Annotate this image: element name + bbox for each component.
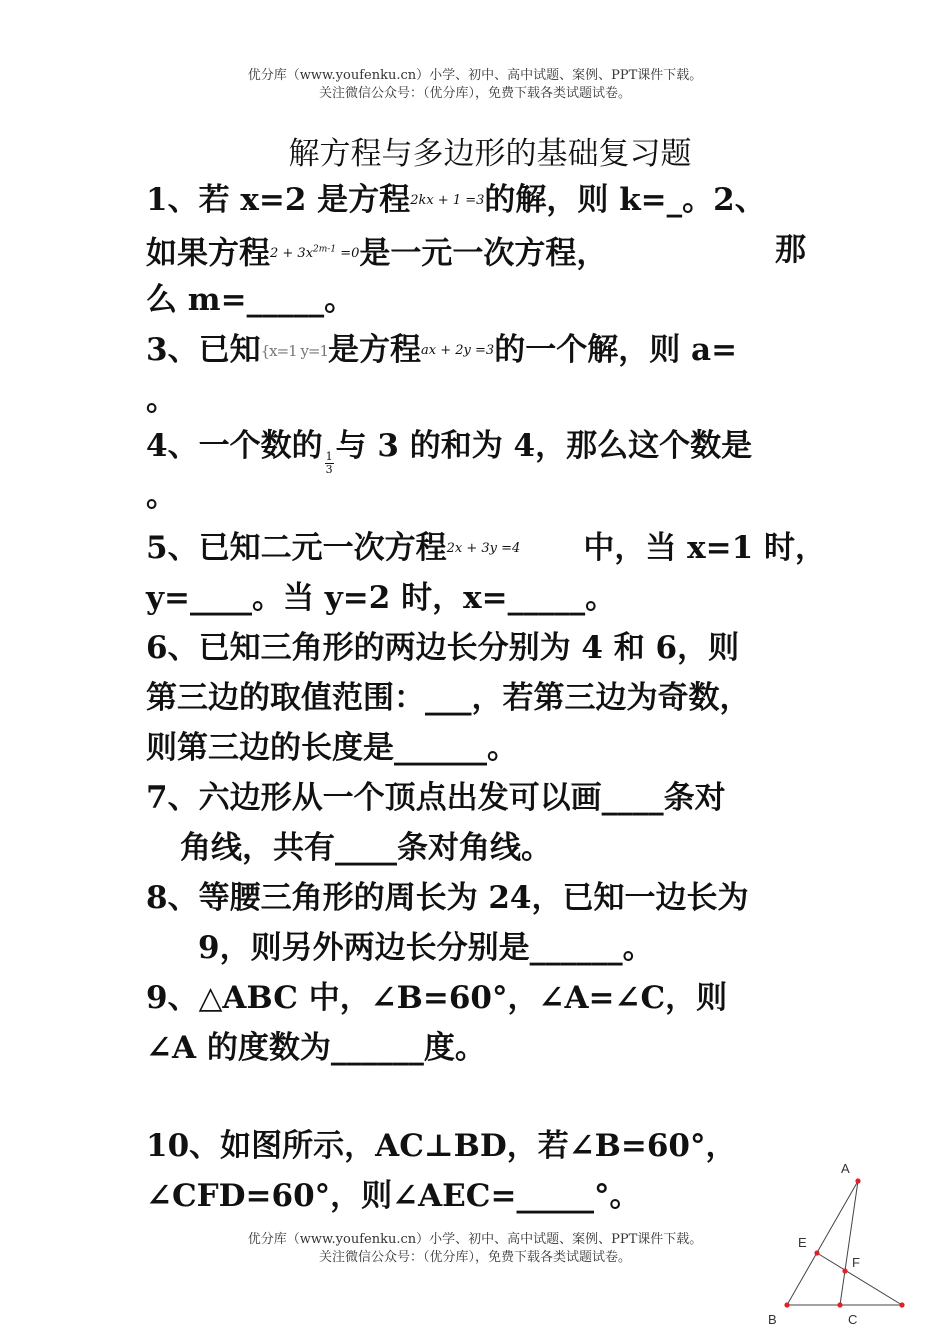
question-6-line-3: 则第三边的长度是______。 bbox=[146, 730, 518, 766]
q5-equation: 2x + 3y =4 bbox=[446, 541, 521, 556]
question-10-line-2: ∠CFD=60°，则∠AEC=_____°。 bbox=[146, 1178, 641, 1214]
point-c bbox=[837, 1302, 842, 1307]
label-a: A bbox=[841, 1161, 850, 1176]
q2-text-b: 是一元一次方程， bbox=[359, 235, 608, 272]
question-8-line-2: 9，则另外两边长分别是______。 bbox=[198, 930, 654, 966]
question-3-line-2: 。 bbox=[146, 382, 177, 418]
q3-text-a: 3、已知 bbox=[146, 332, 261, 368]
point-b bbox=[784, 1302, 789, 1307]
question-3-line-1 bbox=[146, 328, 737, 373]
question-6-line-1: 6、已知三角形的两边长分别为 4 和 6，则 bbox=[146, 630, 740, 666]
q3-text-c: 的一个解，则 a= bbox=[494, 332, 738, 368]
footer-line-2: 关注微信公众号：（优分库），免费下载各类试题试卷。 bbox=[318, 1250, 631, 1265]
question-9-line-2: ∠A 的度数为______度。 bbox=[146, 1030, 486, 1066]
q1-equation: 2kx + 1 =3 bbox=[410, 193, 485, 208]
q5-text-a: 5、已知二元一次方程 bbox=[146, 530, 447, 566]
point-d bbox=[899, 1302, 904, 1307]
label-b: B bbox=[768, 1312, 777, 1327]
question-4-line-1 bbox=[146, 424, 752, 476]
header-line-2: 关注微信公众号：（优分库），免费下载各类试题试卷。 bbox=[318, 86, 631, 101]
footer-line-1: 优分库（www.youfenku.cn）小学、初中、高中试题、案例、PPT课件下载。 bbox=[247, 1232, 703, 1247]
point-f bbox=[842, 1268, 847, 1273]
q3-equation: ax + 2y =3 bbox=[421, 343, 495, 358]
page-title: 解方程与多边形的基础复习题 bbox=[288, 136, 692, 172]
q4-text-b: 与 3 的和为 4，那么这个数是 bbox=[335, 428, 753, 464]
q3-equation-system: {x=1 y=1 bbox=[260, 342, 329, 360]
q3-text-b: 是方程 bbox=[328, 332, 422, 368]
question-1-line bbox=[146, 178, 766, 223]
q4-text-a: 4、一个数的 bbox=[146, 428, 323, 464]
question-5-line-1 bbox=[146, 526, 826, 571]
q5-text-b: 中，当 x=1 时， bbox=[583, 530, 826, 566]
header-line-1: 优分库（www.youfenku.cn）小学、初中、高中试题、案例、PPT课件下载。 bbox=[247, 68, 703, 83]
question-10-line-1: 10、如图所示，AC⊥BD，若∠B=60°， bbox=[146, 1128, 737, 1164]
question-2-line-1 bbox=[146, 228, 806, 276]
question-5-line-2: y=____。当 y=2 时，x=_____。 bbox=[146, 580, 617, 616]
q2-text-a: 如果方程 bbox=[146, 235, 270, 272]
q1-text-b: 的解，则 k=_。2、 bbox=[484, 182, 766, 218]
question-9-line-1: 9、△ABC 中，∠B=60°，∠A=∠C，则 bbox=[146, 980, 728, 1016]
q2-equation: $2 + 3x^{2m-1} =0$ bbox=[270, 245, 360, 262]
question-8-line-1: 8、等腰三角形的周长为 24，已知一边长为 bbox=[146, 880, 749, 916]
question-6-line-2: 第三边的取值范围：___，若第三边为奇数， bbox=[146, 680, 751, 716]
question-7-line-2: 角线，共有____条对角线。 bbox=[180, 830, 552, 866]
geometry-figure bbox=[760, 1154, 920, 1344]
q1-text-a: 1、若 x=2 是方程 bbox=[146, 182, 411, 218]
q2-text-c: 那 bbox=[775, 232, 806, 268]
point-a bbox=[855, 1178, 860, 1183]
label-e: E bbox=[798, 1235, 807, 1250]
label-c: C bbox=[848, 1312, 858, 1327]
label-f: F bbox=[852, 1255, 860, 1270]
q4-fraction: $\frac{1}{3}$ bbox=[325, 450, 333, 476]
question-4-line-2: 。 bbox=[146, 478, 177, 514]
question-7-line-1: 7、六边形从一个顶点出发可以画____条对 bbox=[146, 780, 726, 816]
point-e bbox=[814, 1250, 819, 1255]
question-2-line-2: 么 m=_____。 bbox=[146, 282, 356, 318]
